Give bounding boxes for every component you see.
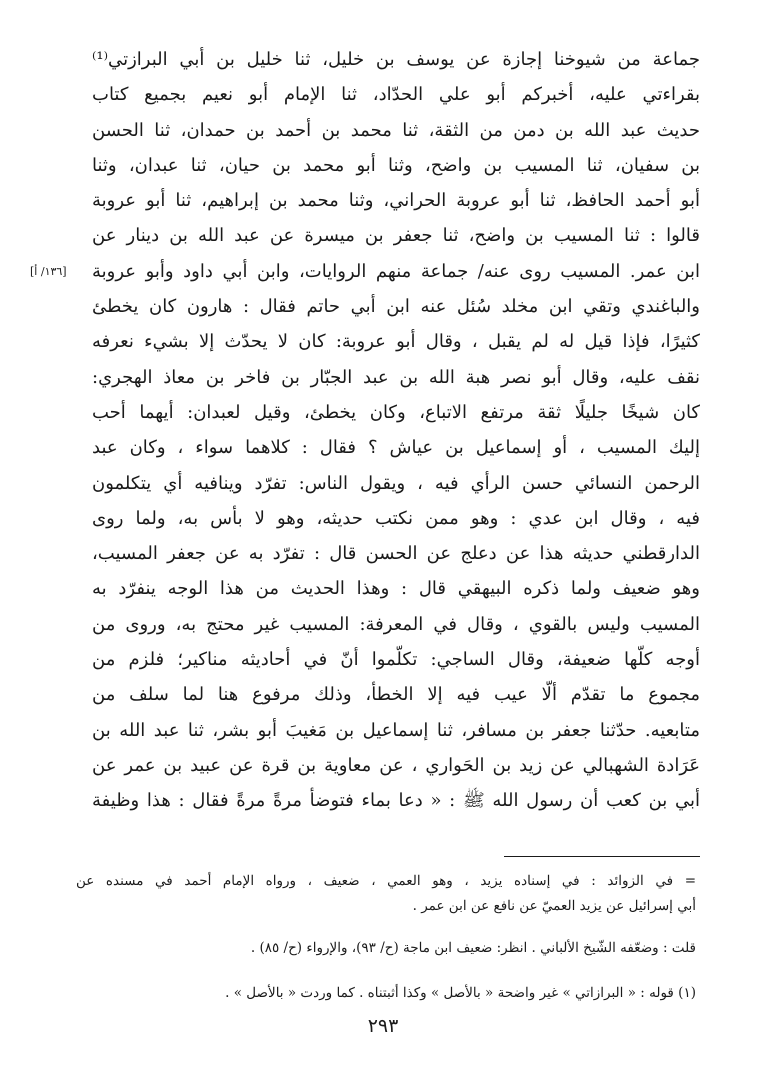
text-line: بقراءتي عليه، أخبركم أبو علي الحدّاد، ثنا الإمام أبو نعيم بجميع كتاب	[92, 84, 700, 106]
text-line: المسيب وليس بالقوي ، وقال في المعرفة: المسيب غير محتج به، وروى من	[92, 613, 700, 635]
text-line: مجموع ما تقدّم ألّا عيب فيه إلا الخطأ، وذلك مرفوع هنا لما سلف من	[92, 684, 700, 706]
text-line: نقف عليه، وقال أبو نصر هبة الله بن عبد الجبّار بن فاخر بن معاذ الهجري:	[92, 366, 700, 388]
text-line: بن سفيان، ثنا المسيب بن واضح، وثنا أبو محمد بن حيان، ثنا عبدان، وثنا	[92, 154, 700, 176]
text-line: جماعة من شيوخنا إجازة عن يوسف بن خليل، ثنا خليل بن أبي البرازتي⁽¹⁾	[92, 49, 700, 70]
text-line: كثيرًا، فإذا قيل له لم يقبل ، وقال أبو عروبة: كان لا يحدّث إلا بشيء نعرفه	[92, 331, 700, 353]
footnote-1: (١) قوله : « البرازاتي » غير واضحة « بالأصل » وكذا أثبتناه . كما وردت « بالأصل » .	[225, 985, 696, 1001]
footnote-continuation-line: = في الزوائد : في إسناده يزيد ، وهو العمي ، ضعيف ، ورواه الإمام أحمد في مسنده عن	[76, 873, 697, 889]
text-line: الرحمن النسائي حسن الرأي فيه ، ويقول الناس: تفرّد وينافيه أي يتكلمون	[92, 472, 700, 494]
text-line: فيه ، وقال ابن عدي : وهو ممن نكتب حديثه، وهو لا بأس به، ولما روى	[92, 507, 700, 529]
footnote-editor-note: قلت : وضعّفه الشّيخ الألباني . انظر: ضعيف ابن ماجة (ح/ ٩٣)، والإرواء (ح/ ٨٥) .	[250, 940, 696, 956]
text-line: عَرَادة الشهبالي عن زيد بن الحَواري ، عن معاوية بن قرة عن عبيد بن عمر عن	[92, 754, 700, 776]
text-line: أبي بن كعب أن رسول الله ﷺ : « دعا بماء فتوضأ مرةً مرةً فقال : هذا وظيفة	[92, 790, 700, 812]
main-text-block	[92, 42, 700, 819]
text-line: أوجه كلّها ضعيفة، وقال الساجي: تكلّموا أنّ في أحاديثه مناكير؛ فلزم من	[92, 649, 700, 671]
text-line: ابن عمر. المسيب روى عنه/ جماعة منهم الروايات، وابن أبي داود وأبو عروبة	[92, 260, 700, 282]
text-line: والباغندي وتقي ابن مخلد سُئل عنه ابن أبي حاتم فقال : هارون كان يخطئ	[92, 296, 700, 318]
text-line: وهو ضعيف ولما ذكره البيهقي قال : وهذا الحديث من هذا الوجه ينفرّد به	[92, 578, 700, 600]
text-line: متابعيه. حدّثنا جعفر بن مسافر، ثنا إسماعيل بن مَغيبَ أبو بشر، ثنا عبد الله بن	[92, 719, 700, 741]
text-line: أبو أحمد الحافظ، ثنا أبو عروبة الحراني، وثنا محمد بن إبراهيم، ثنا أبو عروبة	[92, 190, 700, 212]
text-line: قالوا : ثنا المسيب بن واضح، ثنا جعفر بن ميسرة عن عبد الله بن دينار عن	[92, 225, 700, 247]
footnote-continuation-line: أبي إسرائيل عن يزيد العميّ عن نافع عن ابن عمر .	[412, 898, 696, 914]
text-line: حديث عبد الله بن دمن من الثقة، ثنا محمد بن أحمد بن حمدان، ثنا الحسن	[92, 119, 700, 141]
text-line: إليك المسيب ، أو إسماعيل بن عياش ؟ فقال : كلاهما سواء ، وكان عبد	[92, 437, 700, 459]
page-number: ٢٩٣	[367, 1015, 399, 1037]
footnote-separator	[504, 856, 700, 857]
text-line: الدارقطني حديثه هذا عن دعلج عن الحسن قال : تفرّد به عن جعفر المسيب،	[92, 543, 700, 565]
text-line: كان شيخًا جليلًا ثقة مرتفع الاتباع، وكان يخطئ، وقيل لعبدان: أيهما أحب	[92, 401, 700, 423]
margin-folio-note: [١٣٦/ أ]	[30, 265, 67, 278]
